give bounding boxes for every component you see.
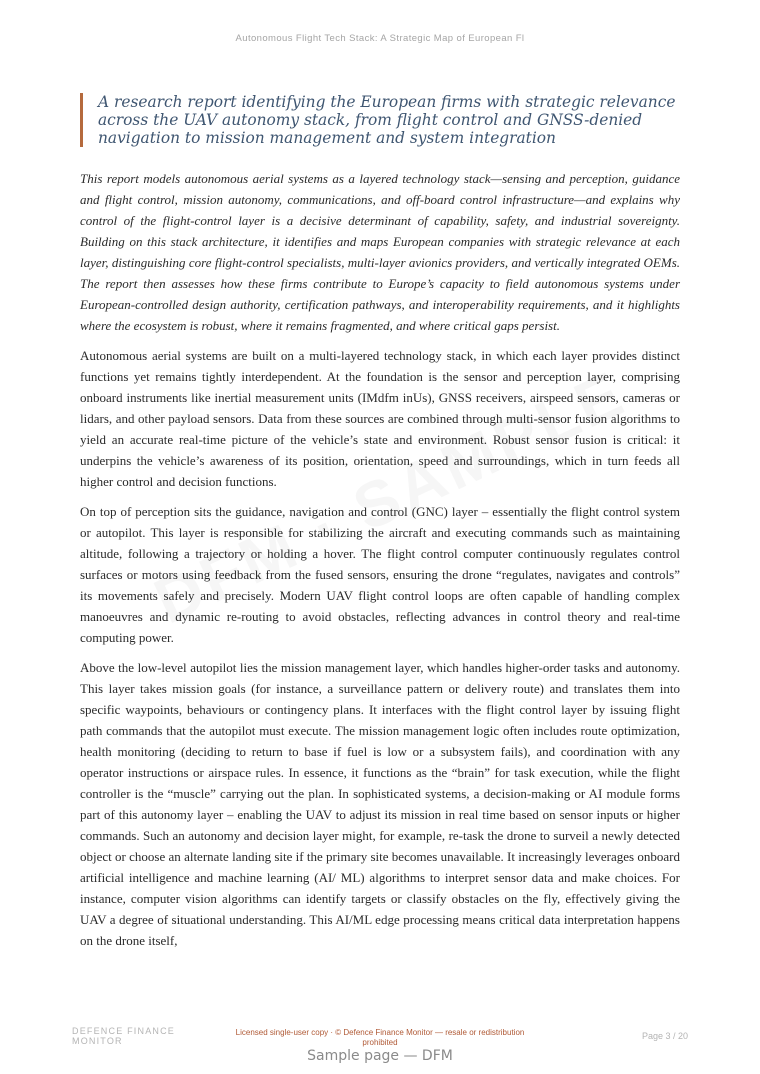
footer-brand: DEFENCE FINANCE MONITOR	[72, 1026, 176, 1046]
running-header-title: Autonomous Flight Tech Stack: A Strategic Map of European Fl	[235, 33, 525, 44]
pull-quote-text: A research report identifying the European firms with strategic relevance across the UAV autonomy stack, from flight control and GNSS-denied navigation to mission management and system integration	[98, 93, 676, 147]
sample-stamp: Sample page — DFM	[307, 1048, 453, 1064]
abstract-paragraph: This report models autonomous aerial systems as a layered technology stack—sensing and perception, guidance and flight control, mission autonomy, communications, and off-board control infrastructure—and explains why control of the flight-control layer is a decisive determinant of capability, safety, and industrial sovereignty. Building on this stack architecture, it identifies and maps European companies with strategic relevance at each layer, distinguishing core flight-control specialists, multi-layer avionics providers, and vertically integrated OEMs. The report then assesses how these firms contribute to Europe’s capacity to field autonomous systems under European-controlled design authority, certification pathways, and interoperability requirements, and it highlights where the ecosystem is robust, where it remains fragmented, and where critical gaps persist.	[80, 171, 680, 333]
body-paragraph-mission: Above the low-level autopilot lies the mission management layer, which handles higher-order tasks and autonomy. This layer takes mission goals (for instance, a surveillance pattern or delivery route) and translates them into specific waypoints, behaviours or contingency plans. It interfaces with the flight control layer by issuing flight path commands that the autopilot must execute. The mission management logic often includes route optimization, health monitoring (deciding to return to base if fuel is low or a subsystem fails), and coordination with any operator instructions or airspace rules. In essence, it functions as the “brain” for task execution, while the flight controller is the “muscle” carrying out the plan. In sophisticated systems, a decision-making or AI module forms part of this autonomy layer – enabling the UAV to adjust its mission in real time based on sensor inputs or higher commands. Such an autonomy and decision layer might, for example, re-task the drone to surveil a newly detected object or choose an alternate landing site if the primary site becomes unavailable. It increasingly leverages onboard artificial intelligence and machine learning (AI/ ML) algorithms to interpret sensor data and make choices. For instance, computer vision algorithms can identify targets or classify obstacles on the fly, effectively giving the UAV a degree of situational understanding. This AI/ML edge processing means critical data interpretation happens on the drone itself,	[80, 660, 680, 948]
footer-license-notice: Licensed single-user copy · © Defence Finance Monitor — resale or redistribution prohibited	[235, 1028, 525, 1047]
body-text	[80, 168, 680, 960]
body-paragraph-gnc: On top of perception sits the guidance, navigation and control (GNC) layer – essentially the flight control system or autopilot. This layer is responsible for stabilizing the aircraft and executing commands such as maintaining altitude, following a trajectory or holding a hover. The flight control computer continuously regulates control surfaces or motors using feedback from the fused sensors, ensuring the drone “regulates, navigates and controls” its movements safely and precisely. Modern UAV flight control loops are often capable of handling complex manoeuvres and dynamic re-routing to avoid obstacles, reflecting advances in control theory and real-time computing power.	[80, 504, 680, 645]
page-number: Page 3 / 20	[641, 1031, 688, 1041]
body-paragraph-sensing: Autonomous aerial systems are built on a multi-layered technology stack, in which each layer provides distinct functions yet remains tightly interdependent. At the foundation is the sensor and perception layer, comprising onboard instruments like inertial measurement units (IMdfm inUs), GNSS receivers, airspeed sensors, cameras or lidars, and other payload sensors. Data from these sources are combined through multi-sensor fusion algorithms to yield an accurate real-time picture of the vehicle’s state and environment. Robust sensor fusion is critical: it underpins the vehicle’s awareness of its position, orientation, speed and surroundings, which in turn feeds all higher control and decision functions.	[80, 348, 680, 489]
pull-quote	[80, 93, 698, 147]
